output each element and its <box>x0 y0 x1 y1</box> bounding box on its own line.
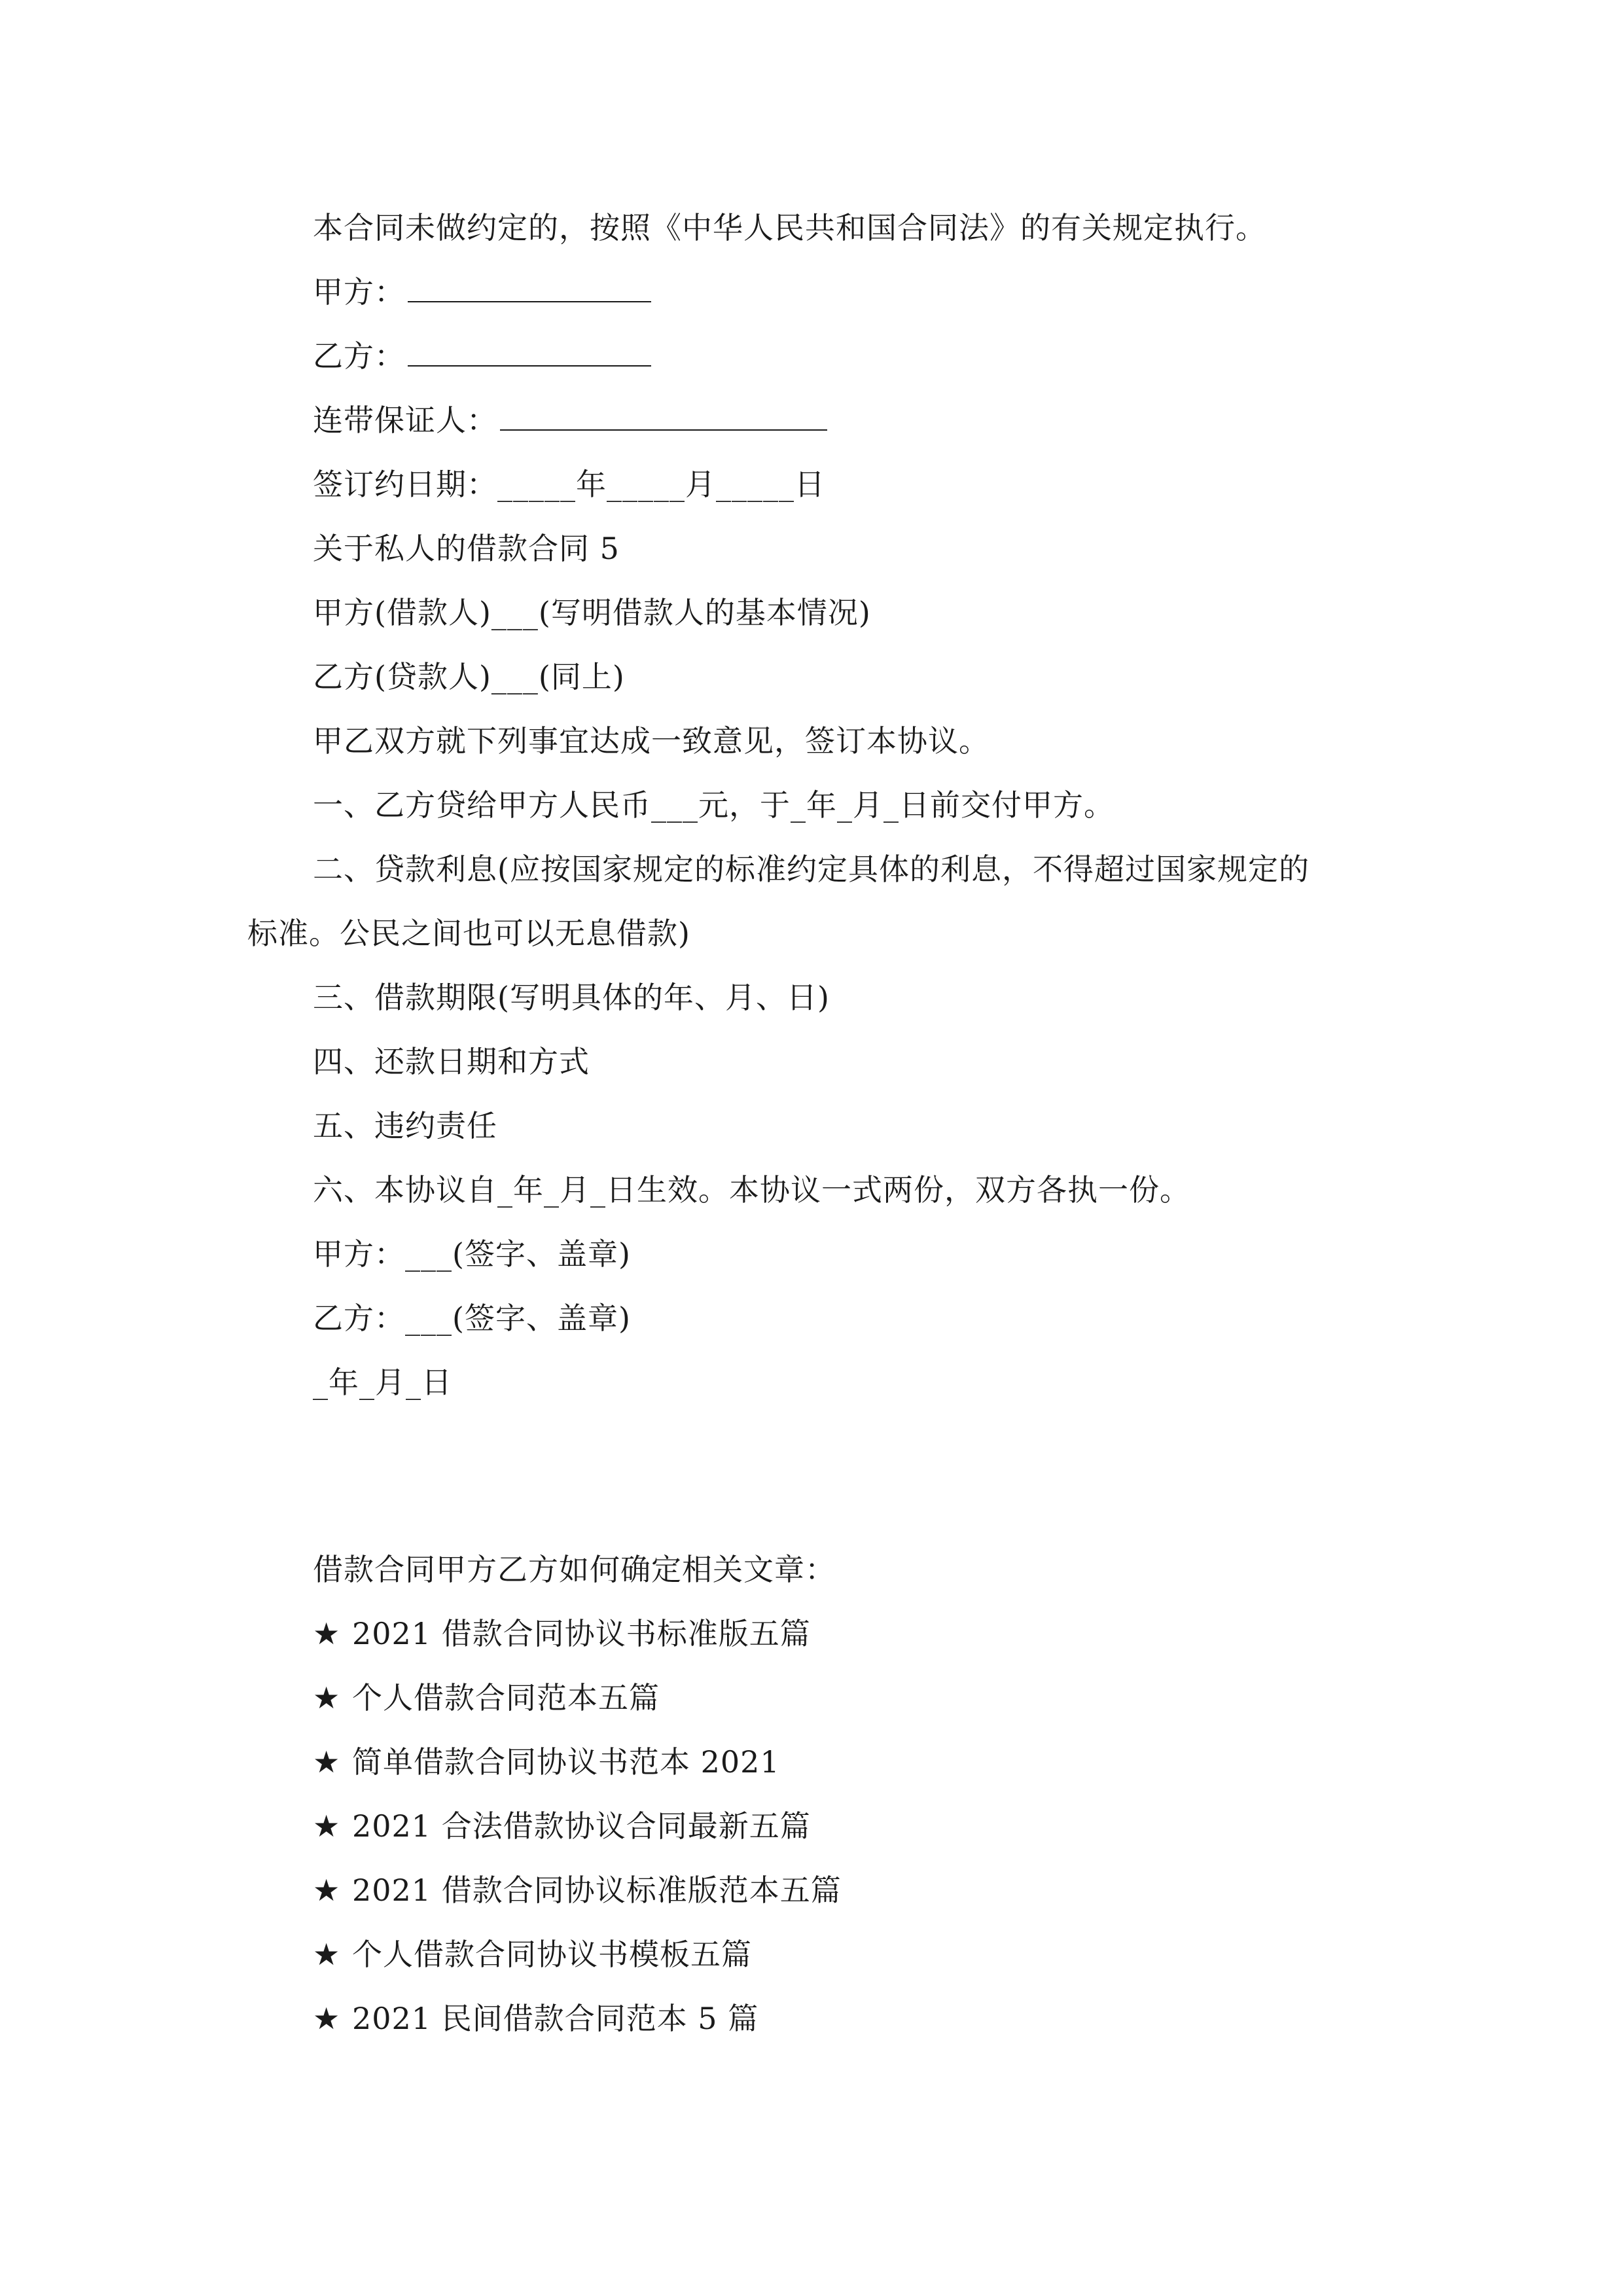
related-link-text[interactable]: 2021 合法借款协议合同最新五篇 <box>352 1808 811 1844</box>
borrower-line: 甲方(借款人)___(写明借款人的基本情况) <box>313 595 871 630</box>
related-link-text[interactable]: 个人借款合同协议书模板五篇 <box>352 1937 752 1972</box>
clause-6: 六、本协议自_年_月_日生效。本协议一式两份，双方各执一份。 <box>313 1172 1190 1208</box>
party-b-field <box>313 336 651 376</box>
guarantor-blank <box>500 403 827 431</box>
related-link[interactable] <box>313 1678 660 1717</box>
lender-line: 乙方(贷款人)___(同上) <box>313 659 625 694</box>
related-link[interactable] <box>313 1935 752 1974</box>
related-link[interactable] <box>313 1999 758 2038</box>
clause-2: 二、贷款利息(应按国家规定的标准约定具体的利息，不得超过国家规定的 <box>313 852 1310 887</box>
related-link-text[interactable]: 2021 民间借款合同范本 5 篇 <box>352 2001 759 2036</box>
related-link[interactable] <box>313 1742 780 1782</box>
clause-text: 本合同未做约定的，按照《中华人民共和国合同法》的有关规定执行。 <box>313 210 1266 245</box>
signature-date: _年_月_日 <box>313 1365 452 1400</box>
related-heading: 借款合同甲方乙方如何确定相关文章： <box>313 1552 836 1587</box>
related-link[interactable] <box>313 1871 842 1910</box>
star-icon: ★ <box>313 1680 341 1715</box>
clause-1: 一、乙方贷给甲方人民币___元，于_年_月_日前交付甲方。 <box>313 787 1115 823</box>
star-icon: ★ <box>313 1937 341 1972</box>
signature-b: 乙方：___(签字、盖章) <box>313 1300 631 1336</box>
contract-title: 关于私人的借款合同 5 <box>313 531 620 566</box>
related-link-text[interactable]: 2021 借款合同协议标准版范本五篇 <box>352 1873 842 1908</box>
related-link[interactable] <box>313 1806 811 1846</box>
party-a-label: 甲方： <box>313 274 405 310</box>
guarantor-label: 连带保证人： <box>313 403 497 438</box>
star-icon: ★ <box>313 1873 341 1908</box>
related-link[interactable] <box>313 1614 811 1653</box>
related-link-text[interactable]: 个人借款合同范本五篇 <box>352 1680 660 1715</box>
clause-2-continued: 标准。公民之间也可以无息借款) <box>247 916 690 951</box>
related-link-text[interactable]: 简单借款合同协议书范本 2021 <box>352 1744 780 1780</box>
star-icon: ★ <box>313 1808 341 1844</box>
party-b-blank <box>408 339 651 367</box>
related-link-text[interactable]: 2021 借款合同协议书标准版五篇 <box>352 1616 811 1651</box>
signature-a: 甲方：___(签字、盖章) <box>313 1236 631 1272</box>
party-a-field <box>313 272 651 312</box>
sign-date-line: 签订约日期：_____年_____月_____日 <box>313 467 825 502</box>
guarantor-field <box>313 401 827 440</box>
party-b-label: 乙方： <box>313 338 405 374</box>
party-a-blank <box>408 275 651 302</box>
clause-3: 三、借款期限(写明具体的年、月、日) <box>313 980 830 1015</box>
star-icon: ★ <box>313 2001 341 2036</box>
star-icon: ★ <box>313 1744 341 1780</box>
clause-5: 五、违约责任 <box>313 1108 497 1143</box>
star-icon: ★ <box>313 1616 341 1651</box>
agreement-line: 甲乙双方就下列事宜达成一致意见，签订本协议。 <box>313 723 990 759</box>
clause-4: 四、还款日期和方式 <box>313 1044 590 1079</box>
